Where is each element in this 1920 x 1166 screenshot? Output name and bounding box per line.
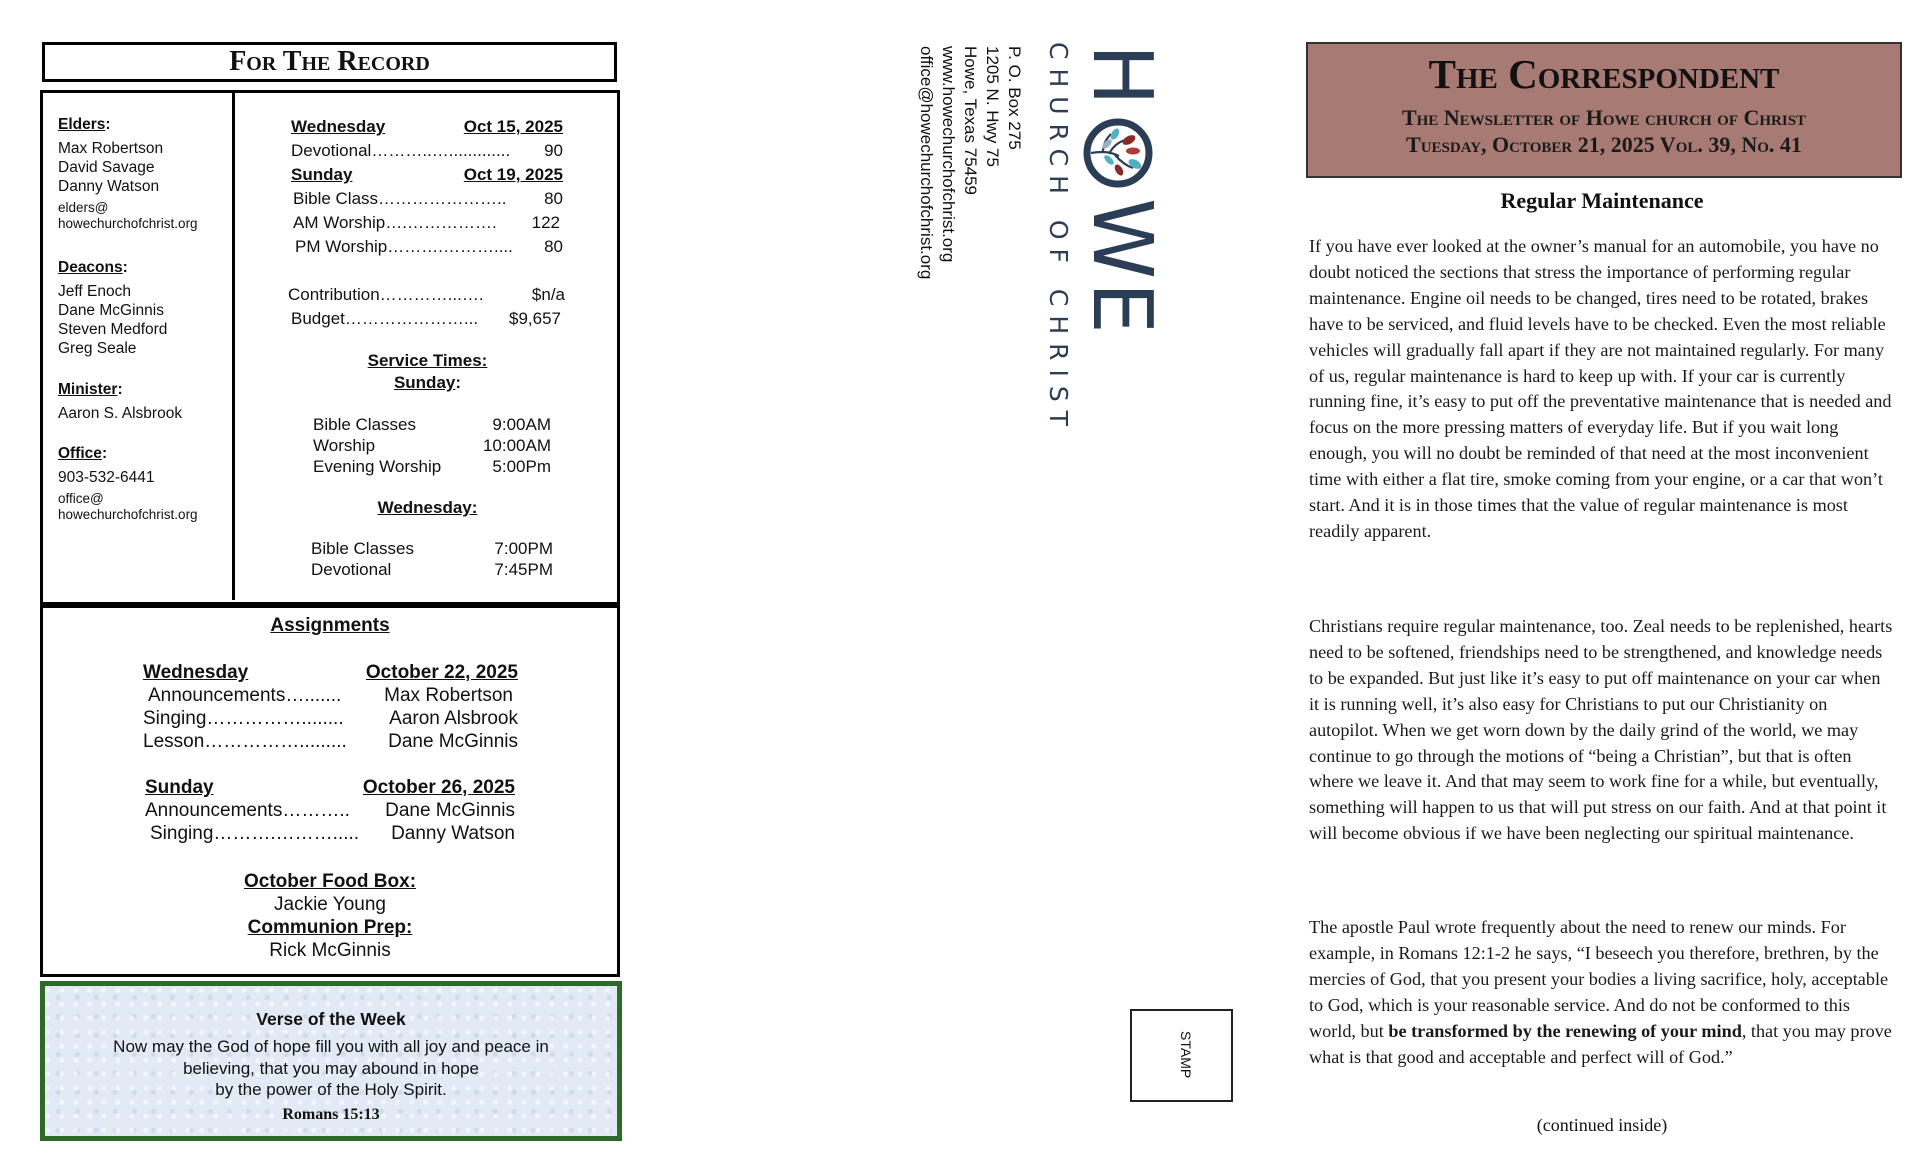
elder-name: Danny Watson — [58, 178, 160, 195]
logo-wordmark — [1074, 30, 1169, 410]
address-line: www.howechurchofchrist.org — [939, 46, 958, 263]
contribution-value: $n/a — [531, 285, 565, 304]
assign-role: Announcements……….. — [145, 800, 350, 821]
tree-icon — [1083, 118, 1153, 188]
verse-reference: Romans 15:13 — [282, 1105, 380, 1123]
sunday-date: Oct 19, 2025 — [463, 165, 563, 184]
assign-role: Singing……………........ — [143, 708, 344, 729]
communion-name: Rick McGinnis — [269, 940, 391, 961]
budget-value: $9,657 — [509, 309, 561, 328]
service-time: 7:00PM — [494, 539, 553, 558]
assignments-wednesday — [143, 661, 518, 753]
service-times-header: Service Times: Sunday: — [235, 350, 620, 394]
assignments-extra — [40, 870, 620, 962]
article-title: Regular Maintenance — [1500, 188, 1704, 213]
pm-worship-label: PM Worship……….……….... — [295, 237, 513, 256]
record-divider — [232, 92, 235, 600]
service-time: 7:45PM — [494, 560, 553, 579]
article-text: , that you may prove what is that good and acceptable and perfect will of God.” — [1309, 1020, 1892, 1067]
church-name: CHURCH OF CHRIST — [1044, 42, 1073, 436]
assign-sun-date: October 26, 2025 — [362, 777, 515, 798]
address-line: office@howechurchofchrist.org — [917, 46, 936, 280]
communion-label: Communion Prep: — [247, 917, 413, 938]
devotional-count: 90 — [544, 141, 563, 160]
minister-label: Minister — [58, 381, 118, 398]
deacons-section: Deacons: Jeff Enoch Dane McGinnis Steven Medford Greg Seale — [58, 259, 168, 357]
office-email: howechurchofchrist.org — [58, 507, 198, 522]
article-text: The apostle Paul wrote frequently about the need to renew our minds. For example, in Romans 12:1-2 he says, “I beseech you therefore, brethren, by the mercies of God, that you present your bodies a living sacrifice, holy, acceptable to God, which is your reasonable service. And do not be conformed to this world, but — [1309, 917, 1889, 1041]
assign-role: Announcements…....... — [148, 685, 342, 706]
office-email: office@ — [58, 491, 104, 506]
assign-role: Lesson……………......... — [143, 731, 347, 752]
devotional-label: Devotional………..…............. — [291, 141, 511, 160]
logo-letter-h: H — [1074, 44, 1169, 108]
assign-sun-day: Sunday — [145, 777, 214, 798]
minister-section: Minister: Aaron S. Alsbrook — [58, 381, 183, 422]
address-line: P. O. Box 275 — [1005, 46, 1024, 150]
sunday-services — [313, 414, 551, 477]
service-name: Bible Classes — [311, 539, 414, 558]
assign-name: Danny Watson — [391, 823, 515, 844]
deacon-name: Jeff Enoch — [58, 283, 131, 300]
verse-line: by the power of the Holy Spirit. — [215, 1080, 447, 1099]
office-phone: 903-532-6441 — [58, 469, 155, 486]
bible-class-label: Bible Class………………….. — [293, 189, 507, 208]
verse-line: believing, that you may abound in hope — [183, 1058, 479, 1078]
elders-label: Elders — [58, 116, 106, 133]
stamp-label: STAMP — [1178, 1031, 1194, 1079]
food-box-name: Jackie Young — [274, 894, 386, 915]
assignments-sunday — [145, 776, 515, 845]
am-worship-count: 122 — [531, 213, 560, 232]
bible-class-count: 80 — [544, 189, 563, 208]
logo-letter-e: E — [1074, 282, 1169, 336]
contribution-label: Contribution…………...…. — [288, 285, 484, 304]
budget-label: Budget…………………... — [291, 309, 479, 328]
service-name: Evening Worship — [313, 457, 442, 476]
am-worship-label: AM Worship….……………. — [293, 213, 497, 232]
assign-wed-date: October 22, 2025 — [365, 662, 518, 683]
assign-name: Max Robertson — [384, 685, 513, 706]
assign-wed-day: Wednesday — [143, 662, 249, 683]
deacon-name: Steven Medford — [58, 321, 168, 338]
article-emphasis: be transformed by the renewing of your mind — [1388, 1020, 1742, 1041]
service-name: Devotional — [311, 560, 392, 579]
address-line: 1205 N. Hwy 75 — [983, 46, 1002, 167]
record-title: For The Record — [42, 42, 617, 82]
article-paragraph — [1309, 915, 1895, 1070]
logo-letter-w: W — [1074, 198, 1169, 282]
wednesday-header: Wednesday — [291, 117, 386, 136]
minister-name: Aaron S. Alsbrook — [58, 405, 183, 422]
assign-name: Dane McGinnis — [388, 731, 518, 752]
newsletter-subtitle: The Newsletter of Howe church of Christ — [1401, 105, 1807, 130]
verse-box — [40, 981, 622, 1141]
service-time: 10:00AM — [482, 436, 551, 455]
stamp-box — [1130, 1009, 1233, 1102]
article-paragraph: If you have ever looked at the owner’s manual for an automobile, you have no doubt noticed the sections that stress the importance of performing regular maintenance. Engine oil needs to be changed, tires need to be rotated, brakes have to be serviced, and fluid levels have to be checked. Even the most reliable vehicles will gradually fall apart if they are not maintained regularly. For many of us, regular maintenance is hard to keep up with. If your car is currently running fine, it’s easy to put off the preventative maintenance that is needed and focus on the more pressing matters of everyday life. But if you wait long enough, you will no doubt be reminded of that need at the most inconvenient time with either a flat tire, smoke coming from your engine, or a car that won’t start. And it is in those times that the value of regular maintenance is most readily apparent. — [1309, 236, 1892, 541]
pm-worship-count: 80 — [544, 237, 563, 256]
service-times-title: Service Times: — [367, 351, 488, 370]
service-time: 9:00AM — [492, 415, 551, 434]
elders-section: Elders: Max Robertson David Savage Danny Watson elders@ howechurchofchrist.org — [58, 116, 198, 231]
newsletter-issue: Tuesday, October 21, 2025 Vol. 39, No. 41 — [1406, 132, 1802, 157]
service-name: Bible Classes — [313, 415, 416, 434]
service-wednesday-label: Wednesday: — [377, 498, 478, 517]
masthead — [1306, 42, 1902, 178]
elders-email: elders@ — [58, 200, 109, 215]
office-label: Office — [58, 445, 102, 462]
food-box-label: October Food Box: — [243, 871, 417, 892]
elder-name: Max Robertson — [58, 140, 164, 157]
verse-text — [45, 1036, 617, 1101]
deacon-name: Dane McGinnis — [58, 302, 164, 319]
newsletter-title: The Correspondent — [1428, 51, 1780, 97]
assignments-title: Assignments — [270, 615, 390, 636]
wednesday-services — [311, 538, 553, 580]
deacon-name: Greg Seale — [58, 340, 137, 357]
deacons-label: Deacons — [58, 259, 123, 276]
address-line: Howe, Texas 75459 — [961, 46, 980, 196]
assign-name: Dane McGinnis — [385, 800, 515, 821]
elder-name: David Savage — [58, 159, 155, 176]
service-sunday-label: Sunday — [393, 373, 456, 392]
verse-title: Verse of the Week — [256, 1009, 406, 1029]
service-name: Worship — [313, 436, 376, 455]
sunday-header: Sunday — [291, 165, 353, 184]
elders-email: howechurchofchrist.org — [58, 216, 198, 231]
assign-role: Singing……….………..... — [150, 823, 360, 844]
attendance-section — [288, 115, 565, 331]
verse-line: Now may the God of hope fill you with all joy and peace in — [113, 1037, 549, 1056]
service-time: 5:00Pm — [492, 457, 551, 476]
wednesday-date: Oct 15, 2025 — [463, 117, 563, 136]
mailer-address-block — [905, 0, 1285, 436]
office-section: Office: 903-532-6441 office@ howechurchofchrist.org — [58, 445, 198, 522]
assign-name: Aaron Alsbrook — [389, 708, 518, 729]
article-paragraph: Christians require regular maintenance, too. Zeal needs to be replenished, hearts need to be softened, friendships need to be strengthened, and knowledge needs to be expanded. But just like it’s easy to put off maintenance on your car when it is running well, it’s also easy for Christians to put our Christianity on autopilot. When we get worn down by the daily grind of the world, we may continue to go through the motions of “being a Christian”, but that is often where we leave it. And that may seem to work fine for a while, but eventually, something will happen to us that will put stress on our faith. And at that point it will become obvious if we have been neglecting our spiritual maintenance. — [1309, 616, 1893, 844]
continued-note: (continued inside) — [1536, 1115, 1668, 1135]
